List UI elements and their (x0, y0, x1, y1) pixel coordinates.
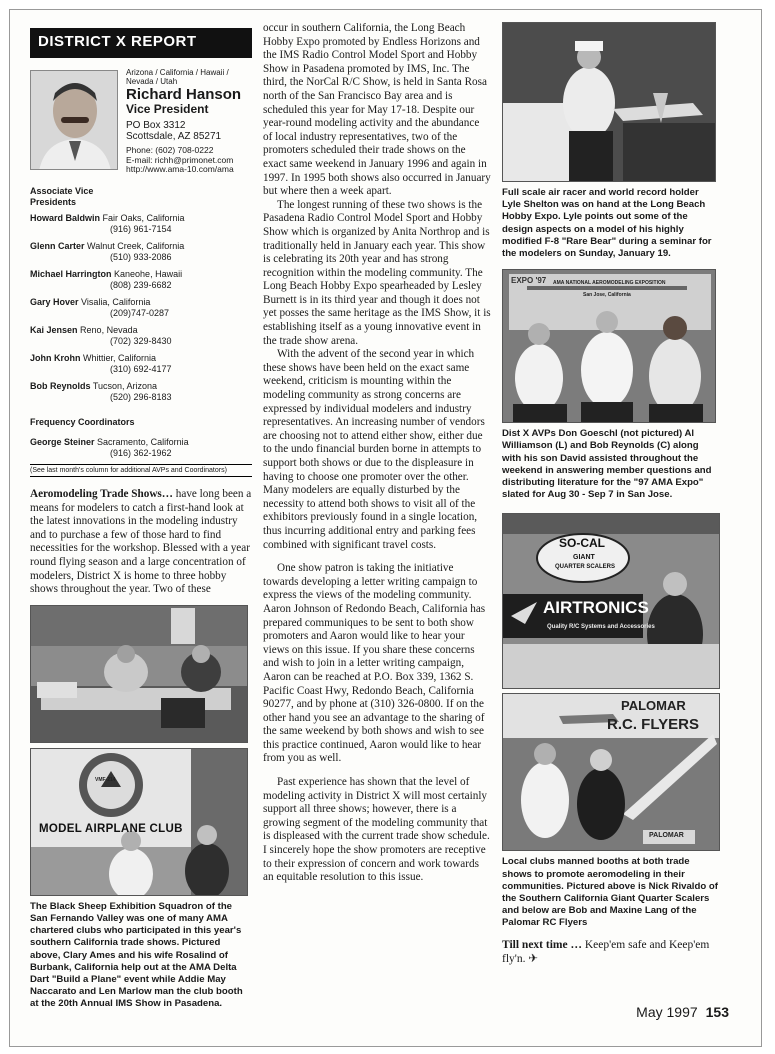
associate-name: Michael Harrington (30, 269, 112, 279)
additional-note: (See last month's column for additional AVPs and Coordinators) (30, 464, 252, 477)
vp-website[interactable]: http://www.ama-10.com/ama (126, 164, 234, 174)
club-banner-text: MODEL AIRPLANE CLUB (39, 822, 183, 835)
page-number: 153 (705, 1004, 729, 1020)
expo-banner-location: San Jose, California (583, 292, 631, 299)
column-banner: DISTRICT X REPORT (30, 28, 252, 58)
associate-phone: (916) 961-7154 (110, 224, 172, 234)
associate-phone: (702) 329-8430 (110, 336, 172, 346)
associate-location: Whittier, California (83, 353, 157, 363)
vp-header (30, 68, 252, 176)
associate-name: Bob Reynolds (30, 381, 91, 391)
associate-entry (30, 353, 252, 375)
address-line-1: PO Box 3312 (126, 120, 186, 131)
associate-location: Walnut Creek, California (87, 241, 185, 251)
frequency-heading: Frequency Coordinators (30, 417, 135, 427)
associate-location: Reno, Nevada (80, 325, 138, 335)
associate-location: Fair Oaks, California (102, 213, 185, 223)
associate-phone: (520) 296-8183 (110, 392, 172, 402)
article-intro (30, 488, 252, 597)
associate-entry (30, 325, 252, 347)
photo-so-cal-booth (502, 513, 720, 689)
issue-date: May 1997 (636, 1004, 698, 1020)
caption-black-sheep: The Black Sheep Exhibition Squadron of the San Fernando Valley was one of many AMA chartered clubs who participated in this year's southern California trade shows. Pictured above, Clary Ames and his wife Rosalind of Burbank, California help out at the AMA Delta Dart "Build a Plane" event while Addie May Naccarato and Len Marlow man the club booth at the 20th Annual IMS Show in Pasadena. (30, 900, 243, 1010)
airtronics-banner: AIRTRONICS (543, 598, 649, 618)
vmf-patch-text: VMF-214 (95, 776, 116, 783)
photo-palomar-booth (502, 693, 720, 851)
associate-phone: (510) 933-2086 (110, 252, 172, 262)
expo-banner-title: AMA NATIONAL AEROMODELING EXPOSITION (553, 280, 666, 287)
associate-entry (30, 381, 252, 403)
palomar-table-sign: PALOMAR (649, 832, 684, 840)
expo-sign-left: EXPO '97 (511, 276, 547, 286)
coordinator-phone: (916) 362-1962 (110, 448, 172, 458)
signoff-lead: Till next time … (502, 938, 582, 951)
vp-email: E-mail: richh@primonet.com (126, 154, 234, 165)
coordinator-name: George Steiner (30, 437, 95, 447)
district-states: Arizona / California / Hawaii / Nevada / Utah (126, 68, 229, 86)
associates-heading: Associate Vice Presidents (30, 186, 94, 207)
associate-phone: (310) 692-4177 (110, 364, 172, 374)
vp-contact-info (126, 68, 256, 175)
associate-entry (30, 241, 252, 263)
frequency-coordinator (30, 437, 252, 459)
associate-entry (30, 213, 252, 235)
article-paragraph-4: One show patron is taking the initiative towards developing a letter writing campaign to express the views of the modeling community. Aaron Johnson of Redondo Beach, California has prepared communiques to be sent to both show promoters and Aaron would like to hear your views on this issue. If you share these concerns and wish to join in a letter writing campaign, Aaron can be reached at P.O. Box 339, 1362 S. Pacific Coast Hwy, Redondo Beach, California 90277, and by phone at (310) 326-0800. If on the other hand you see an advantage to the sharing of the same weekend by both shows and wish to see this practice continued, Aaron would like to hear from you as well. (263, 562, 486, 765)
right-column (502, 22, 720, 966)
airtronics-tagline: Quality R/C Systems and Accessories (547, 624, 655, 631)
article-paragraph-1 (30, 488, 252, 597)
coordinator-location: Sacramento, California (97, 437, 189, 447)
so-cal-quarter-scalers: QUARTER SCALERS (555, 564, 616, 571)
vp-name: Richard Hanson (126, 86, 242, 103)
article-paragraph-5: Past experience has shown that the level of modeling activity in District X will most certainly support all three shows; however, there is a growing segment of the modeling community that is displeased with the current trade show schedule. I sincerely hope the show promoters are receptive to their expression of concern and work towards an equitable resolution to this issue. (263, 776, 490, 884)
photo-delta-dart-booth (30, 605, 248, 743)
so-cal-sign: SO-CAL (559, 536, 605, 551)
vp-portrait-photo (30, 70, 118, 170)
article-p1-continued: occur in southern California, the Long Beach Hobby Expo promoted by Endless Horizons and the IMS Radio Control Model Sport and Hobby Show in Pasadena promoted by IMS, Inc. The third, the NorCal R/C Show, is held in Santa Rosa north of the San Francisco Bay area and is scheduled this year for May 17-18. Despite our year-round modeling activity and the abundance of local industry representatives, two of the promoters scheduled their trade shows on the exact same weekend in January 1996 and again in 1997. In 1995 both shows also occurred in January but where then a week apart. (263, 22, 491, 198)
left-column (30, 28, 252, 1011)
associate-name: John Krohn (30, 353, 81, 363)
address-line-2: Scottsdale, AZ 85271 (126, 131, 222, 142)
page-footer (636, 1004, 729, 1020)
photo-district-avps (502, 269, 716, 423)
caption-district-avps: Dist X AVPs Don Goeschl (not pictured) Al Williamson (L) and Bob Reynolds (C) along with his son David assisted throughout the weekend in answering member questions and distributing literature for the "97 AMA Expo" slated for Aug 30 - Sep 7 in San Jose. (502, 428, 712, 501)
so-cal-giant: GIANT (573, 554, 595, 562)
associates-list (30, 213, 252, 403)
vp-address (126, 120, 256, 142)
article-p1-text: have long been a means for modelers to catch a first-hand look at the latest innovations in the modeling industry and to purchase a few of those hard to find necessities for the workshop. Blessed with a year round flying season and a large concentration of modelers, District X is home to three hobby shows throughout the year. Two of these (30, 488, 252, 596)
photo-black-sheep-booth (30, 748, 248, 896)
associate-name: Glenn Carter (30, 241, 85, 251)
associate-location: Visalia, California (81, 297, 151, 307)
associate-location: Tucson, Arizona (92, 381, 158, 391)
associate-entry (30, 297, 252, 319)
middle-column (263, 22, 491, 885)
vp-title: Vice President (126, 102, 209, 116)
caption-local-clubs: Local clubs manned booths at both trade shows to promote aeromodeling in their communities. Pictured above is Nick Rivaldo of the Southern California Giant Quarter Scalers and below are Bob and Maxine Lang of the Palomar RC Flyers (502, 856, 718, 929)
associate-phone: (209)747-0287 (110, 308, 170, 318)
article-paragraph-3: With the advent of the second year in which these shows have been held on the exact same weekend, criticism is mounting within the modeling community as strong concerns are expressed by individual modelers and industry representatives. An increasing number of vendors are choosing not to attend either show, either due to the undo financial burden borne in attempts to support both shows or due to the displeasure in having to choose one promoter over the other. Many modelers are equally disturbed by the necessity to attend both shows to visit all of the exhibitors previously found in a single location, thus incurring additional entry and parking fees combined with significant travel costs. (263, 348, 485, 551)
vp-phone: Phone: (602) 708-0222 (126, 145, 214, 155)
photo-lyle-shelton (502, 22, 716, 182)
associate-name: Kai Jensen (30, 325, 78, 335)
palomar-banner: PALOMAR (621, 698, 686, 714)
rc-flyers-banner: R.C. FLYERS (607, 716, 699, 734)
signoff-text: Keep'em safe and Keep'em fly'n. ✈ (502, 938, 710, 965)
associate-location: Kaneohe, Hawaii (114, 269, 183, 279)
article-lead: Aeromodeling Trade Shows… (30, 488, 173, 500)
associate-name: Gary Hover (30, 297, 79, 307)
associate-name: Howard Baldwin (30, 213, 101, 223)
vp-contact (126, 146, 256, 175)
article-paragraph-2: The longest running of these two shows is the Pasadena Radio Control Model Sport and Hobby Show which is organized by Anita Northrop and is traditionally held in January each year. This show is celebrating its 20th year and has strong recognition within the modeling community. The Long Beach Hobby Expo spearheaded by Lesley Burnett is in its third year and though it does not yet posses the same heritage as the IMS Show, it is establishing itself as a young innovative event in the trade show arena. (263, 198, 491, 347)
caption-lyle-shelton: Full scale air racer and world record holder Lyle Shelton was on hand at the Long Beach Hobby Expo. Lyle points out some of the design aspects on a model of his highly modified F-8 "Rare Bear" during a seminar for the modelers on Sunday, January 19. (502, 187, 712, 260)
signoff (502, 938, 720, 966)
associate-entry (30, 269, 252, 291)
associate-phone: (808) 239-6682 (110, 280, 172, 290)
